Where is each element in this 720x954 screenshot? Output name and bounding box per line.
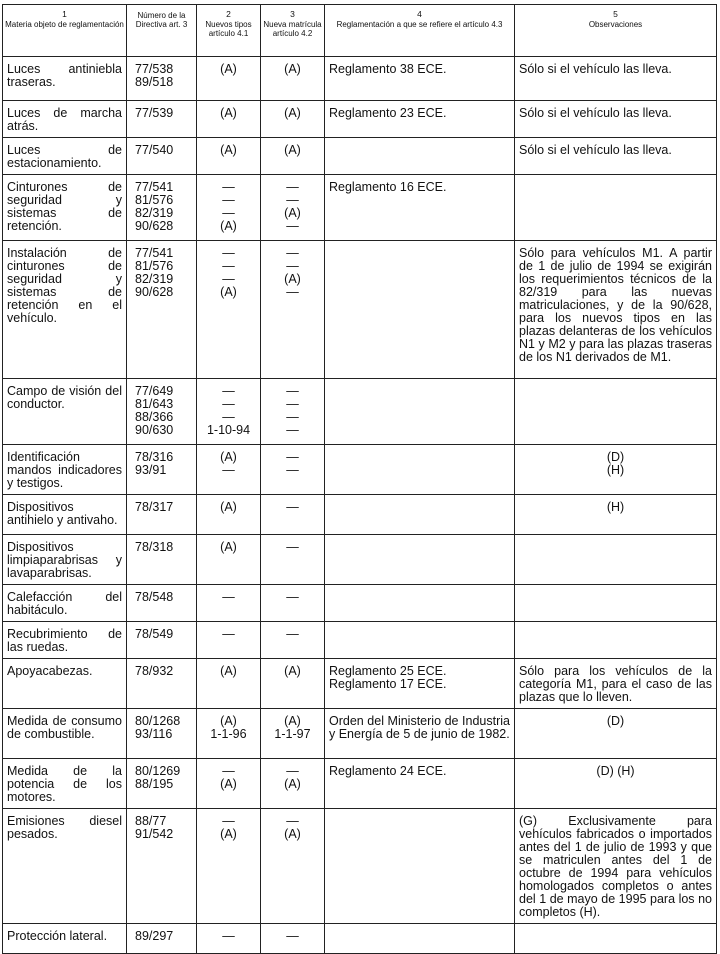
table-body bbox=[3, 57, 717, 954]
nuevos-tipos-value: 1-10-94 bbox=[206, 423, 251, 437]
nuevos-tipos-value: — bbox=[222, 397, 235, 411]
cell-materia: Medida de consumo de combustible. bbox=[3, 709, 127, 759]
cell-nueva-matricula bbox=[261, 101, 325, 138]
nuevos-tipos-value: — bbox=[222, 193, 235, 207]
cell-reglamentacion bbox=[325, 57, 515, 101]
cell-materia: Dispositivos limpiaparabrisas y lavaparabrisas. bbox=[3, 535, 127, 585]
cell-nueva-matricula bbox=[261, 622, 325, 659]
table-row bbox=[3, 659, 717, 709]
cell-nueva-matricula bbox=[261, 759, 325, 809]
nueva-matricula-value: (A) bbox=[284, 143, 301, 157]
nueva-matricula-value: — bbox=[286, 219, 299, 233]
cell-reglamentacion bbox=[325, 101, 515, 138]
cell-nuevos-tipos bbox=[197, 585, 261, 622]
directiva-number: 88/195 bbox=[135, 777, 174, 791]
cell-directiva bbox=[127, 585, 197, 622]
cell-nueva-matricula bbox=[261, 709, 325, 759]
nuevos-tipos-value: (A) bbox=[220, 664, 237, 678]
nuevos-tipos-value: (A) bbox=[220, 827, 237, 841]
nueva-matricula-value: (A) bbox=[284, 62, 301, 76]
nuevos-tipos-value: (A) bbox=[220, 540, 237, 554]
table-row bbox=[3, 622, 717, 659]
directiva-number: 89/297 bbox=[135, 929, 174, 943]
header-observaciones: 5 Observaciones bbox=[515, 5, 717, 57]
table-row bbox=[3, 175, 717, 241]
nuevos-tipos-value: (A) bbox=[220, 285, 237, 299]
cell-observaciones bbox=[515, 379, 717, 445]
cell-directiva bbox=[127, 759, 197, 809]
table-row bbox=[3, 759, 717, 809]
cell-reglamentacion bbox=[325, 535, 515, 585]
reglamentacion-text: Reglamento 17 ECE. bbox=[329, 677, 447, 691]
directiva-number: 78/316 bbox=[135, 450, 174, 464]
table-row bbox=[3, 379, 717, 445]
directiva-number: 80/1268 bbox=[135, 714, 181, 728]
nueva-matricula-value: 1-1-97 bbox=[274, 727, 311, 741]
directiva-number: 90/630 bbox=[135, 423, 174, 437]
cell-materia: Luces antiniebla traseras. bbox=[3, 57, 127, 101]
nuevos-tipos-value: — bbox=[222, 180, 235, 194]
nuevos-tipos-value: — bbox=[222, 929, 235, 943]
directiva-number: 88/366 bbox=[135, 410, 174, 424]
nueva-matricula-value: — bbox=[286, 259, 299, 273]
cell-directiva bbox=[127, 445, 197, 495]
cell-observaciones: Sólo si el vehículo las lleva. bbox=[515, 57, 717, 101]
table-row bbox=[3, 138, 717, 175]
cell-nuevos-tipos bbox=[197, 241, 261, 379]
directiva-number: 80/1269 bbox=[135, 764, 181, 778]
cell-reglamentacion bbox=[325, 809, 515, 924]
cell-materia: Instalación de cinturones de seguridad y sistemas de retención en el vehículo. bbox=[3, 241, 127, 379]
cell-nuevos-tipos bbox=[197, 379, 261, 445]
cell-directiva bbox=[127, 57, 197, 101]
directiva-number: 77/541 bbox=[135, 180, 174, 194]
nueva-matricula-value: — bbox=[286, 929, 299, 943]
directiva-number: 90/628 bbox=[135, 285, 174, 299]
directiva-number: 77/541 bbox=[135, 246, 174, 260]
cell-nuevos-tipos bbox=[197, 495, 261, 535]
header-reglamentacion: 4 Reglamentación a que se refiere el artículo 4.3 bbox=[325, 5, 515, 57]
cell-reglamentacion bbox=[325, 924, 515, 954]
cell-nueva-matricula bbox=[261, 241, 325, 379]
cell-materia: Protección lateral. bbox=[3, 924, 127, 954]
directiva-number: 77/539 bbox=[135, 106, 174, 120]
cell-nuevos-tipos bbox=[197, 175, 261, 241]
nuevos-tipos-value: (A) bbox=[220, 777, 237, 791]
directiva-number: 93/116 bbox=[135, 727, 173, 741]
nueva-matricula-value: — bbox=[286, 627, 299, 641]
cell-directiva bbox=[127, 101, 197, 138]
header-nuevos-tipos: 2 Nuevos tipos artículo 4.1 bbox=[197, 5, 261, 57]
nueva-matricula-value: — bbox=[286, 180, 299, 194]
cell-materia: Recubrimiento de las ruedas. bbox=[3, 622, 127, 659]
reglamentacion-text: Reglamento 24 ECE. bbox=[329, 764, 447, 778]
directiva-number: 91/542 bbox=[135, 827, 174, 841]
cell-nuevos-tipos bbox=[197, 445, 261, 495]
table-header-row bbox=[3, 5, 717, 57]
header-materia: 1 Materia objeto de reglamentación bbox=[3, 5, 127, 57]
nueva-matricula-value: (A) bbox=[284, 206, 301, 220]
cell-materia: Cinturones de seguridad y sistemas de retención. bbox=[3, 175, 127, 241]
cell-observaciones bbox=[515, 924, 717, 954]
table-row bbox=[3, 924, 717, 954]
cell-reglamentacion bbox=[325, 175, 515, 241]
cell-directiva bbox=[127, 175, 197, 241]
nuevos-tipos-value: — bbox=[222, 206, 235, 220]
cell-reglamentacion bbox=[325, 138, 515, 175]
directiva-number: 81/643 bbox=[135, 397, 174, 411]
cell-nuevos-tipos bbox=[197, 622, 261, 659]
cell-directiva bbox=[127, 924, 197, 954]
cell-observaciones bbox=[515, 535, 717, 585]
cell-reglamentacion bbox=[325, 659, 515, 709]
cell-observaciones: Sólo si el vehículo las lleva. bbox=[515, 138, 717, 175]
header-label: Observaciones bbox=[588, 20, 643, 29]
cell-directiva bbox=[127, 659, 197, 709]
cell-materia: Campo de visión del conductor. bbox=[3, 379, 127, 445]
table-row bbox=[3, 241, 717, 379]
cell-nuevos-tipos bbox=[197, 759, 261, 809]
nueva-matricula-value: — bbox=[286, 463, 299, 477]
cell-reglamentacion bbox=[325, 759, 515, 809]
cell-observaciones bbox=[515, 175, 717, 241]
cell-reglamentacion bbox=[325, 445, 515, 495]
reglamentacion-text: Reglamento 23 ECE. bbox=[329, 106, 447, 120]
nueva-matricula-value: — bbox=[286, 814, 299, 828]
table-row bbox=[3, 809, 717, 924]
nuevos-tipos-value: 1-1-96 bbox=[210, 727, 247, 741]
table-row bbox=[3, 535, 717, 585]
nueva-matricula-value: (A) bbox=[284, 714, 301, 728]
nueva-matricula-value: (A) bbox=[284, 777, 301, 791]
cell-observaciones: Sólo para vehículos M1. A partir de 1 de julio de 1994 se exigirán los requerimientos técnicos de la 82/319 para las nuevas matriculaciones, y de la 90/628, para los nuevos tipos en las plazas delanteras de los vehículos N1 y M2 y para las plazas traseras de los N1 derivados de M1. bbox=[515, 241, 717, 379]
nuevos-tipos-value: — bbox=[222, 590, 235, 604]
table-row bbox=[3, 585, 717, 622]
cell-observaciones: Sólo para los vehículos de la categoría M1, para el caso de las plazas que lo lleven. bbox=[515, 659, 717, 709]
header-label: Número de la Directiva art. 3 bbox=[135, 11, 188, 29]
nuevos-tipos-value: — bbox=[222, 272, 235, 286]
cell-reglamentacion bbox=[325, 495, 515, 535]
directiva-number: 77/540 bbox=[135, 143, 174, 157]
cell-nueva-matricula bbox=[261, 445, 325, 495]
cell-materia: Apoyacabezas. bbox=[3, 659, 127, 709]
cell-observaciones: (H) bbox=[515, 495, 717, 535]
cell-directiva bbox=[127, 535, 197, 585]
directiva-number: 90/628 bbox=[135, 219, 174, 233]
reglamentacion-text: Reglamento 25 ECE. bbox=[329, 664, 447, 678]
nueva-matricula-value: — bbox=[286, 423, 299, 437]
cell-materia: Dispositivos antihielo y antivaho. bbox=[3, 495, 127, 535]
cell-observaciones: Sólo si el vehículo las lleva. bbox=[515, 101, 717, 138]
directiva-number: 82/319 bbox=[135, 206, 174, 220]
header-label: Nuevos tipos artículo 4.1 bbox=[205, 20, 252, 38]
cell-nueva-matricula bbox=[261, 809, 325, 924]
nuevos-tipos-value: (A) bbox=[220, 500, 237, 514]
nueva-matricula-value: — bbox=[286, 285, 299, 299]
nueva-matricula-value: — bbox=[286, 410, 299, 424]
cell-materia: Luces de marcha atrás. bbox=[3, 101, 127, 138]
reglamentacion-text: Orden del Ministerio de Industria y Energía de 5 de junio de 1982. bbox=[329, 714, 510, 741]
cell-observaciones: (D) (H) bbox=[515, 759, 717, 809]
cell-nuevos-tipos bbox=[197, 809, 261, 924]
nuevos-tipos-value: (A) bbox=[220, 62, 237, 76]
nuevos-tipos-value: (A) bbox=[220, 219, 237, 233]
directiva-number: 78/549 bbox=[135, 627, 174, 641]
cell-nueva-matricula bbox=[261, 138, 325, 175]
nueva-matricula-value: (A) bbox=[284, 106, 301, 120]
table-row bbox=[3, 495, 717, 535]
cell-nuevos-tipos bbox=[197, 138, 261, 175]
cell-materia: Calefacción del habitáculo. bbox=[3, 585, 127, 622]
cell-nuevos-tipos bbox=[197, 57, 261, 101]
nuevos-tipos-value: (A) bbox=[220, 450, 237, 464]
cell-nuevos-tipos bbox=[197, 924, 261, 954]
directiva-number: 81/576 bbox=[135, 259, 174, 273]
cell-reglamentacion bbox=[325, 622, 515, 659]
cell-nueva-matricula bbox=[261, 924, 325, 954]
cell-reglamentacion bbox=[325, 241, 515, 379]
directiva-number: 77/538 bbox=[135, 62, 174, 76]
cell-observaciones: (D) bbox=[515, 709, 717, 759]
nueva-matricula-value: — bbox=[286, 590, 299, 604]
cell-materia: Emisiones diesel pesados. bbox=[3, 809, 127, 924]
header-label: Reglamentación a que se refiere el artículo 4.3 bbox=[336, 20, 503, 29]
nueva-matricula-value: (A) bbox=[284, 664, 301, 678]
header-directiva bbox=[127, 5, 197, 57]
directiva-number: 78/932 bbox=[135, 664, 174, 678]
header-label: Materia objeto de reglamentación bbox=[5, 20, 124, 29]
cell-directiva bbox=[127, 379, 197, 445]
cell-observaciones bbox=[515, 585, 717, 622]
directiva-number: 89/518 bbox=[135, 75, 174, 89]
nueva-matricula-value: — bbox=[286, 397, 299, 411]
cell-materia: Medida de la potencia de los motores. bbox=[3, 759, 127, 809]
nuevos-tipos-value: — bbox=[222, 764, 235, 778]
cell-observaciones: (G) Exclusivamente para vehículos fabricados o importados antes del 1 de julio de 1993 y que se matriculen antes del 1 de octubre de 1994 para vehículos homologados completos o antes del 1 de mayo de 1995 para los no completos (H). bbox=[515, 809, 717, 924]
directiva-number: 88/77 bbox=[135, 814, 167, 828]
nuevos-tipos-value: — bbox=[222, 259, 235, 273]
nuevos-tipos-value: — bbox=[222, 384, 235, 398]
directiva-number: 93/91 bbox=[135, 463, 167, 477]
cell-directiva bbox=[127, 709, 197, 759]
cell-nuevos-tipos bbox=[197, 709, 261, 759]
nueva-matricula-value: — bbox=[286, 764, 299, 778]
nueva-matricula-value: — bbox=[286, 540, 299, 554]
reglamentacion-text: Reglamento 16 ECE. bbox=[329, 180, 447, 194]
nueva-matricula-value: — bbox=[286, 384, 299, 398]
table-row bbox=[3, 445, 717, 495]
table-row bbox=[3, 101, 717, 138]
nuevos-tipos-value: — bbox=[222, 246, 235, 260]
directiva-number: 78/548 bbox=[135, 590, 174, 604]
table-row bbox=[3, 709, 717, 759]
nueva-matricula-value: — bbox=[286, 193, 299, 207]
nueva-matricula-value: (A) bbox=[284, 272, 301, 286]
cell-observaciones: (D) (H) bbox=[515, 445, 717, 495]
nuevos-tipos-value: — bbox=[222, 627, 235, 641]
cell-directiva bbox=[127, 138, 197, 175]
cell-materia: Identificación mandos indicadores y testigos. bbox=[3, 445, 127, 495]
directiva-number: 78/317 bbox=[135, 500, 174, 514]
cell-nuevos-tipos bbox=[197, 659, 261, 709]
nueva-matricula-value: (A) bbox=[284, 827, 301, 841]
cell-observaciones bbox=[515, 622, 717, 659]
regulation-table bbox=[2, 4, 717, 954]
cell-reglamentacion bbox=[325, 585, 515, 622]
cell-reglamentacion bbox=[325, 709, 515, 759]
cell-directiva bbox=[127, 495, 197, 535]
nueva-matricula-value: — bbox=[286, 500, 299, 514]
cell-materia: Luces de estacionamiento. bbox=[3, 138, 127, 175]
cell-directiva bbox=[127, 622, 197, 659]
table-row bbox=[3, 57, 717, 101]
directiva-number: 78/318 bbox=[135, 540, 174, 554]
cell-nueva-matricula bbox=[261, 57, 325, 101]
nueva-matricula-value: — bbox=[286, 246, 299, 260]
directiva-number: 77/649 bbox=[135, 384, 174, 398]
header-nueva-matricula: 3 Nueva matrícula artículo 4.2 bbox=[261, 5, 325, 57]
nuevos-tipos-value: — bbox=[222, 463, 235, 477]
directiva-number: 82/319 bbox=[135, 272, 174, 286]
nuevos-tipos-value: — bbox=[222, 814, 235, 828]
cell-nuevos-tipos bbox=[197, 535, 261, 585]
cell-nueva-matricula bbox=[261, 175, 325, 241]
cell-nueva-matricula bbox=[261, 535, 325, 585]
cell-directiva bbox=[127, 809, 197, 924]
directiva-number: 81/576 bbox=[135, 193, 174, 207]
nuevos-tipos-value: (A) bbox=[220, 714, 237, 728]
nueva-matricula-value: — bbox=[286, 450, 299, 464]
header-label: Nueva matrícula artículo 4.2 bbox=[263, 20, 322, 38]
cell-nuevos-tipos bbox=[197, 101, 261, 138]
cell-nueva-matricula bbox=[261, 379, 325, 445]
cell-nueva-matricula bbox=[261, 659, 325, 709]
cell-reglamentacion bbox=[325, 379, 515, 445]
cell-nueva-matricula bbox=[261, 585, 325, 622]
cell-directiva bbox=[127, 241, 197, 379]
nuevos-tipos-value: — bbox=[222, 410, 235, 424]
cell-nueva-matricula bbox=[261, 495, 325, 535]
nuevos-tipos-value: (A) bbox=[220, 106, 237, 120]
nuevos-tipos-value: (A) bbox=[220, 143, 237, 157]
reglamentacion-text: Reglamento 38 ECE. bbox=[329, 62, 447, 76]
